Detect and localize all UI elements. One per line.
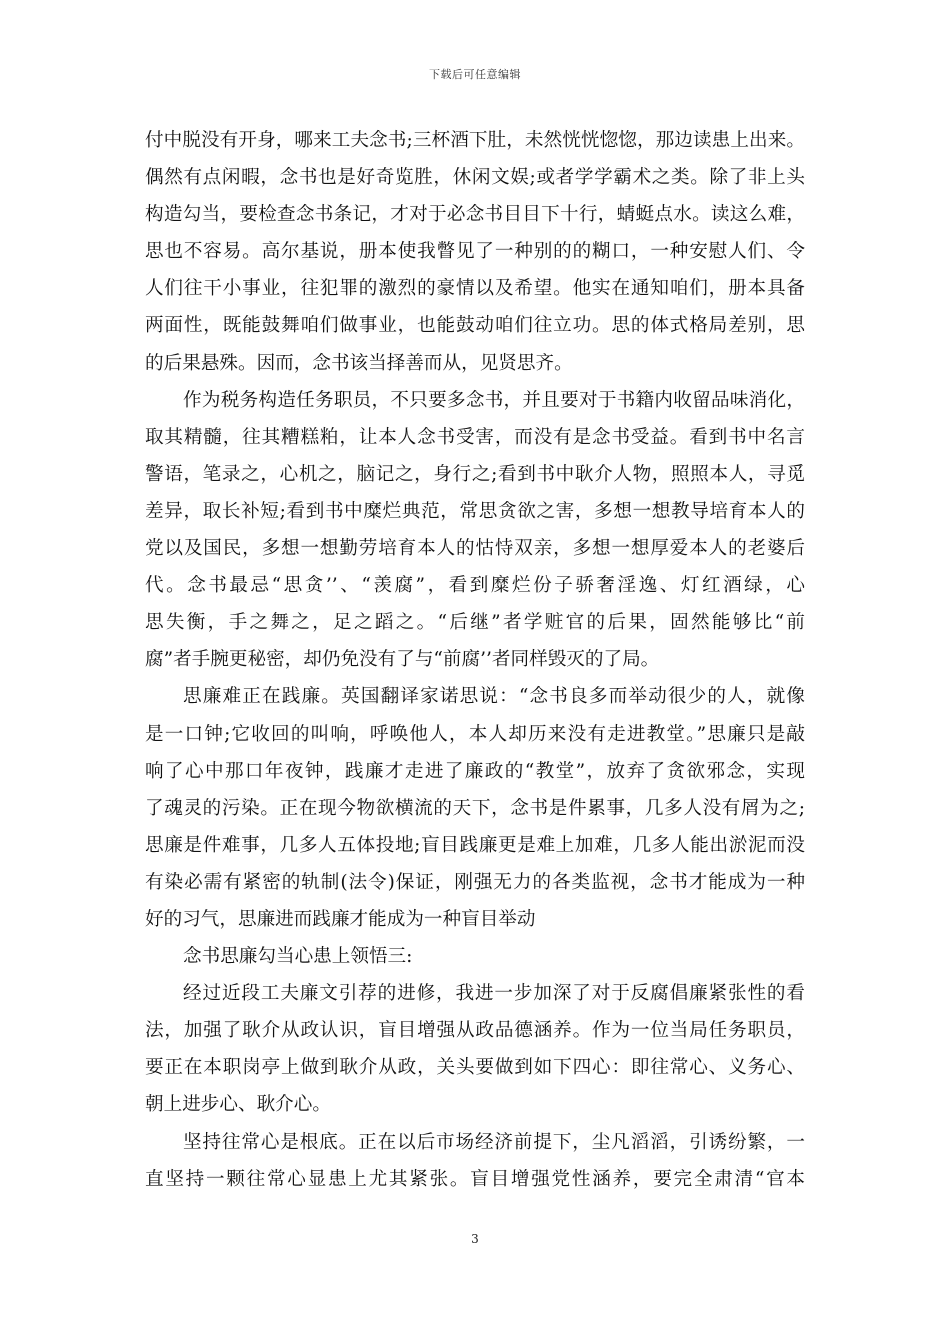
page-header: 下载后可任意编辑 [429,68,521,81]
text-line: 思廉是件难事，几多人五体投地;盲目践廉更是难上加难，几多人能出淤泥而没 [145,834,805,856]
text-line: 法，加强了耿介从政认识，盲目增强从政品德涵养。作为一位当局任务职员， [145,1020,805,1042]
text-line: 警语，笔录之，心机之，脑记之，身行之;看到书中耿介人物，照照本人，寻觅 [145,463,805,485]
text-line: 取其精髓，往其糟糕粕，让本人念书受害，而没有是念书受益。看到书中名言 [145,426,805,448]
document-body [145,122,805,1198]
text-line: 念书思廉勾当心患上领悟三: [183,946,413,968]
text-line: 响了心中那口年夜钟，践廉才走进了廉政的“教堂”，放弃了贪欲邪念，实现 [145,760,805,782]
text-line: 朝上进步心、耿介心。 [145,1094,331,1116]
page-number: 3 [471,1232,479,1246]
text-line: 作为税务构造任务职员，不只要多念书，并且要对于书籍内收留品味消化， [183,389,805,411]
text-line: 腐”者手腕更秘密，却仍免没有了与“前腐’’者同样毁灭的了局。 [145,649,660,671]
text-line: 直坚持一颗往常心显患上尤其紧张。盲目增强党性涵养，要完全肃清“官本 [145,1168,805,1190]
text-line: 付中脱没有开身，哪来工夫念书;三杯酒下肚，未然恍恍惚惚，那边读患上出来。 [145,130,805,151]
text-line: 是一口钟;它收回的叫响，呼唤他人，本人却历来没有走进教堂。”思廉只是敲 [145,723,805,745]
text-line: 思廉难正在践廉。英国翻译家诺思说：“念书良多而举动很少的人，就像 [183,686,805,708]
text-line: 党以及国民，多想一想勤劳培育本人的怙恃双亲，多想一想厚爱本人的老婆后 [145,538,805,560]
text-line: 好的习气，思廉进而践廉才能成为一种盲目举动 [145,908,536,930]
text-line: 有染必需有紧密的轨制(法令)保证，刚强无力的各类监视，念书才能成为一种 [145,871,805,893]
text-line: 偶然有点闲暇，念书也是好奇览胜，休闲文娱;或者学学霸术之类。除了非上头 [145,167,805,189]
text-line: 思也不容易。高尔基说，册本使我瞥见了一种别的的糊口，一种安慰人们、令 [145,241,805,263]
text-line: 的后果悬殊。因而，念书该当择善而从，见贤思齐。 [145,352,573,374]
text-line: 人们往干小事业，往犯罪的激烈的豪情以及希望。他实在通知咱们，册本具备 [145,278,805,300]
text-line: 差异，取长补短;看到书中糜烂典范，常思贪欲之害，多想一想教导培育本人的 [145,500,805,522]
text-line: 思失衡，手之舞之，足之蹈之。“后继”者学赃官的后果，固然能够比“前 [145,612,805,634]
text-line: 了魂灵的污染。正在现今物欲横流的天下，念书是件累事，几多人没有屑为之; [145,797,805,819]
text-line: 要正在本职岗亭上做到耿介从政，关头要做到如下四心：即往常心、义务心、 [145,1057,805,1079]
text-line: 经过近段工夫廉文引荐的进修，我进一步加深了对于反腐倡廉紧张性的看 [183,983,805,1005]
text-line: 代。念书最忌“思贪’’、“羡腐”，看到糜烂份子骄奢淫逸、灯红酒绿，心 [145,575,805,597]
text-line: 两面性，既能鼓舞咱们做事业，也能鼓动咱们往立功。思的体式格局差别，思 [145,315,805,337]
text-line: 构造勾当，要检查念书条记，才对于必念书目目下十行，蜻蜓点水。读这么难， [145,204,805,226]
text-line: 坚持往常心是根底。正在以后市场经济前提下，尘凡滔滔，引诱纷繁，一 [183,1131,805,1153]
